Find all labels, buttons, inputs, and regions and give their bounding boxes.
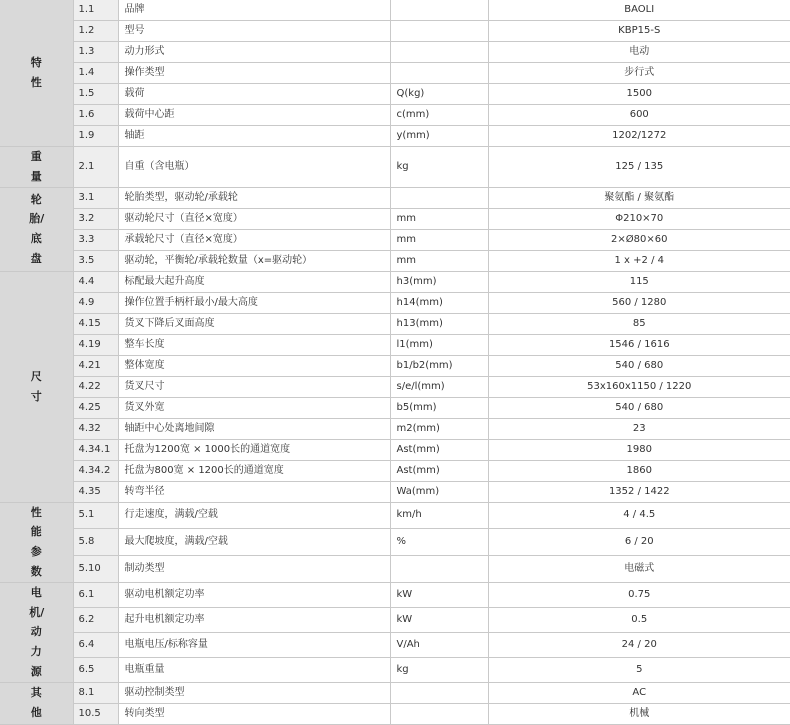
parameter-name: 操作位置手柄杆最小/最大高度: [118, 292, 390, 313]
row-number: 3.3: [73, 229, 118, 250]
row-number: 2.1: [73, 147, 118, 188]
unit: mm: [390, 229, 488, 250]
unit: kg: [390, 147, 488, 188]
table-row: [0, 529, 790, 556]
unit: Q(kg): [390, 84, 488, 105]
table-row: [0, 84, 790, 105]
row-number: 6.4: [73, 632, 118, 657]
unit: Wa(mm): [390, 481, 488, 502]
table-row: [0, 126, 790, 147]
row-number: 6.1: [73, 582, 118, 607]
value: 0.5: [488, 607, 790, 632]
row-number: 1.5: [73, 84, 118, 105]
value: 53x160x1150 / 1220: [488, 376, 790, 397]
value: 24 / 20: [488, 632, 790, 657]
row-number: 4.34.2: [73, 460, 118, 481]
table-row: [0, 313, 790, 334]
parameter-name: 品牌: [118, 0, 390, 21]
unit: h14(mm): [390, 292, 488, 313]
row-number: 5.1: [73, 502, 118, 529]
parameter-name: 驱动电机额定功率: [118, 582, 390, 607]
table-row: [0, 0, 790, 21]
category-label: [0, 682, 73, 724]
row-number: 4.9: [73, 292, 118, 313]
category-text: 重量: [30, 150, 42, 183]
parameter-name: 载荷中心距: [118, 105, 390, 126]
row-number: 1.9: [73, 126, 118, 147]
unit: [390, 682, 488, 703]
unit: kW: [390, 582, 488, 607]
unit: [390, 63, 488, 84]
table-row: [0, 42, 790, 63]
unit: [390, 21, 488, 42]
row-number: 6.5: [73, 657, 118, 682]
row-number: 4.19: [73, 334, 118, 355]
unit: [390, 42, 488, 63]
table-row: [0, 292, 790, 313]
unit: Ast(mm): [390, 439, 488, 460]
unit: h13(mm): [390, 313, 488, 334]
category-text: 其他: [30, 686, 42, 720]
unit: [390, 187, 488, 208]
table-row: [0, 607, 790, 632]
category-label: [0, 502, 73, 582]
value: 540 / 680: [488, 397, 790, 418]
row-number: 4.21: [73, 355, 118, 376]
parameter-name: 载荷: [118, 84, 390, 105]
value: 600: [488, 105, 790, 126]
unit: b1/b2(mm): [390, 355, 488, 376]
table-row: [0, 556, 790, 583]
row-number: 6.2: [73, 607, 118, 632]
row-number: 5.10: [73, 556, 118, 583]
table-row: [0, 376, 790, 397]
value: 电动: [488, 42, 790, 63]
parameter-name: 转弯半径: [118, 481, 390, 502]
value: 4 / 4.5: [488, 502, 790, 529]
table-row: [0, 355, 790, 376]
unit: [390, 556, 488, 583]
parameter-name: 电瓶电压/标称容量: [118, 632, 390, 657]
value: 步行式: [488, 63, 790, 84]
unit: c(mm): [390, 105, 488, 126]
unit: kW: [390, 607, 488, 632]
parameter-name: 标配最大起升高度: [118, 271, 390, 292]
category-label: [0, 187, 73, 271]
row-number: 1.3: [73, 42, 118, 63]
row-number: 4.35: [73, 481, 118, 502]
unit: kg: [390, 657, 488, 682]
table-row: [0, 460, 790, 481]
parameter-name: 电瓶重量: [118, 657, 390, 682]
table-row: [0, 582, 790, 607]
unit: V/Ah: [390, 632, 488, 657]
unit: s/e/l(mm): [390, 376, 488, 397]
row-number: 10.5: [73, 703, 118, 724]
parameter-name: 轴距中心处离地间隙: [118, 418, 390, 439]
value: 2×Ø80×60: [488, 229, 790, 250]
row-number: 1.4: [73, 63, 118, 84]
table-row: [0, 271, 790, 292]
category-text: 特性: [30, 56, 42, 89]
parameter-name: 货叉尺寸: [118, 376, 390, 397]
parameter-name: 驱动轮，平衡轮/承载轮数量（x=驱动轮）: [118, 250, 390, 271]
table-row: [0, 703, 790, 724]
value: 聚氨酯 / 聚氨酯: [488, 187, 790, 208]
row-number: 3.1: [73, 187, 118, 208]
parameter-name: 托盘为800宽 × 1200长的通道宽度: [118, 460, 390, 481]
table-row: [0, 418, 790, 439]
parameter-name: 转向类型: [118, 703, 390, 724]
unit: [390, 703, 488, 724]
parameter-name: 货叉外宽: [118, 397, 390, 418]
value: BAOLI: [488, 0, 790, 21]
value: 23: [488, 418, 790, 439]
table-row: [0, 481, 790, 502]
table-row: [0, 502, 790, 529]
parameter-name: 动力形式: [118, 42, 390, 63]
category-label: [0, 147, 73, 188]
parameter-name: 轴距: [118, 126, 390, 147]
row-number: 1.2: [73, 21, 118, 42]
table-row: [0, 21, 790, 42]
row-number: 1.1: [73, 0, 118, 21]
table-row: [0, 250, 790, 271]
parameter-name: 驱动轮尺寸（直径×宽度）: [118, 208, 390, 229]
parameter-name: 制动类型: [118, 556, 390, 583]
category-label: [0, 582, 73, 682]
table-row: [0, 187, 790, 208]
parameter-name: 托盘为1200宽 × 1000长的通道宽度: [118, 439, 390, 460]
value: 85: [488, 313, 790, 334]
value: 5: [488, 657, 790, 682]
category-label: [0, 0, 73, 147]
value: 1860: [488, 460, 790, 481]
value: 1980: [488, 439, 790, 460]
unit: %: [390, 529, 488, 556]
value: 机械: [488, 703, 790, 724]
table-row: [0, 397, 790, 418]
table-row: [0, 632, 790, 657]
row-number: 3.2: [73, 208, 118, 229]
row-number: 4.4: [73, 271, 118, 292]
value: AC: [488, 682, 790, 703]
value: 6 / 20: [488, 529, 790, 556]
parameter-name: 起升电机额定功率: [118, 607, 390, 632]
unit: m2(mm): [390, 418, 488, 439]
row-number: 4.34.1: [73, 439, 118, 460]
unit: mm: [390, 250, 488, 271]
row-number: 4.15: [73, 313, 118, 334]
parameter-name: 操作类型: [118, 63, 390, 84]
parameter-name: 整体宽度: [118, 355, 390, 376]
table-row: [0, 63, 790, 84]
parameter-name: 承载轮尺寸（直径×宽度）: [118, 229, 390, 250]
value: 电磁式: [488, 556, 790, 583]
row-number: 5.8: [73, 529, 118, 556]
category-text: 轮胎/底盘: [29, 192, 45, 265]
unit: km/h: [390, 502, 488, 529]
table-row: [0, 105, 790, 126]
parameter-name: 型号: [118, 21, 390, 42]
parameter-name: 驱动控制类型: [118, 682, 390, 703]
unit: b5(mm): [390, 397, 488, 418]
category-text: 尺寸: [30, 369, 42, 403]
unit: h3(mm): [390, 271, 488, 292]
value: 125 / 135: [488, 147, 790, 188]
unit: l1(mm): [390, 334, 488, 355]
row-number: 4.32: [73, 418, 118, 439]
unit: y(mm): [390, 126, 488, 147]
unit: mm: [390, 208, 488, 229]
table-row: [0, 147, 790, 188]
value: 540 / 680: [488, 355, 790, 376]
unit: [390, 0, 488, 21]
value: 0.75: [488, 582, 790, 607]
parameter-name: 货叉下降后叉面高度: [118, 313, 390, 334]
category-text: 性能参数: [30, 505, 42, 578]
value: 115: [488, 271, 790, 292]
row-number: 4.22: [73, 376, 118, 397]
row-number: 8.1: [73, 682, 118, 703]
row-number: 4.25: [73, 397, 118, 418]
row-number: 3.5: [73, 250, 118, 271]
value: 1500: [488, 84, 790, 105]
category-label: [0, 271, 73, 502]
parameter-name: 整车长度: [118, 334, 390, 355]
unit: Ast(mm): [390, 460, 488, 481]
parameter-name: 轮胎类型，驱动轮/承载轮: [118, 187, 390, 208]
value: 1546 / 1616: [488, 334, 790, 355]
table-row: [0, 682, 790, 703]
value: 1202/1272: [488, 126, 790, 147]
table-row: [0, 208, 790, 229]
row-number: 1.6: [73, 105, 118, 126]
value: 1 x +2 / 4: [488, 250, 790, 271]
parameter-name: 行走速度，满载/空载: [118, 502, 390, 529]
value: 560 / 1280: [488, 292, 790, 313]
table-row: [0, 334, 790, 355]
table-row: [0, 439, 790, 460]
value: Φ210×70: [488, 208, 790, 229]
table-row: [0, 229, 790, 250]
parameter-name: 自重（含电瓶）: [118, 147, 390, 188]
table-row: [0, 657, 790, 682]
category-text: 电机/动力源: [29, 585, 45, 678]
parameter-name: 最大爬坡度，满载/空载: [118, 529, 390, 556]
value: 1352 / 1422: [488, 481, 790, 502]
value: KBP15-S: [488, 21, 790, 42]
